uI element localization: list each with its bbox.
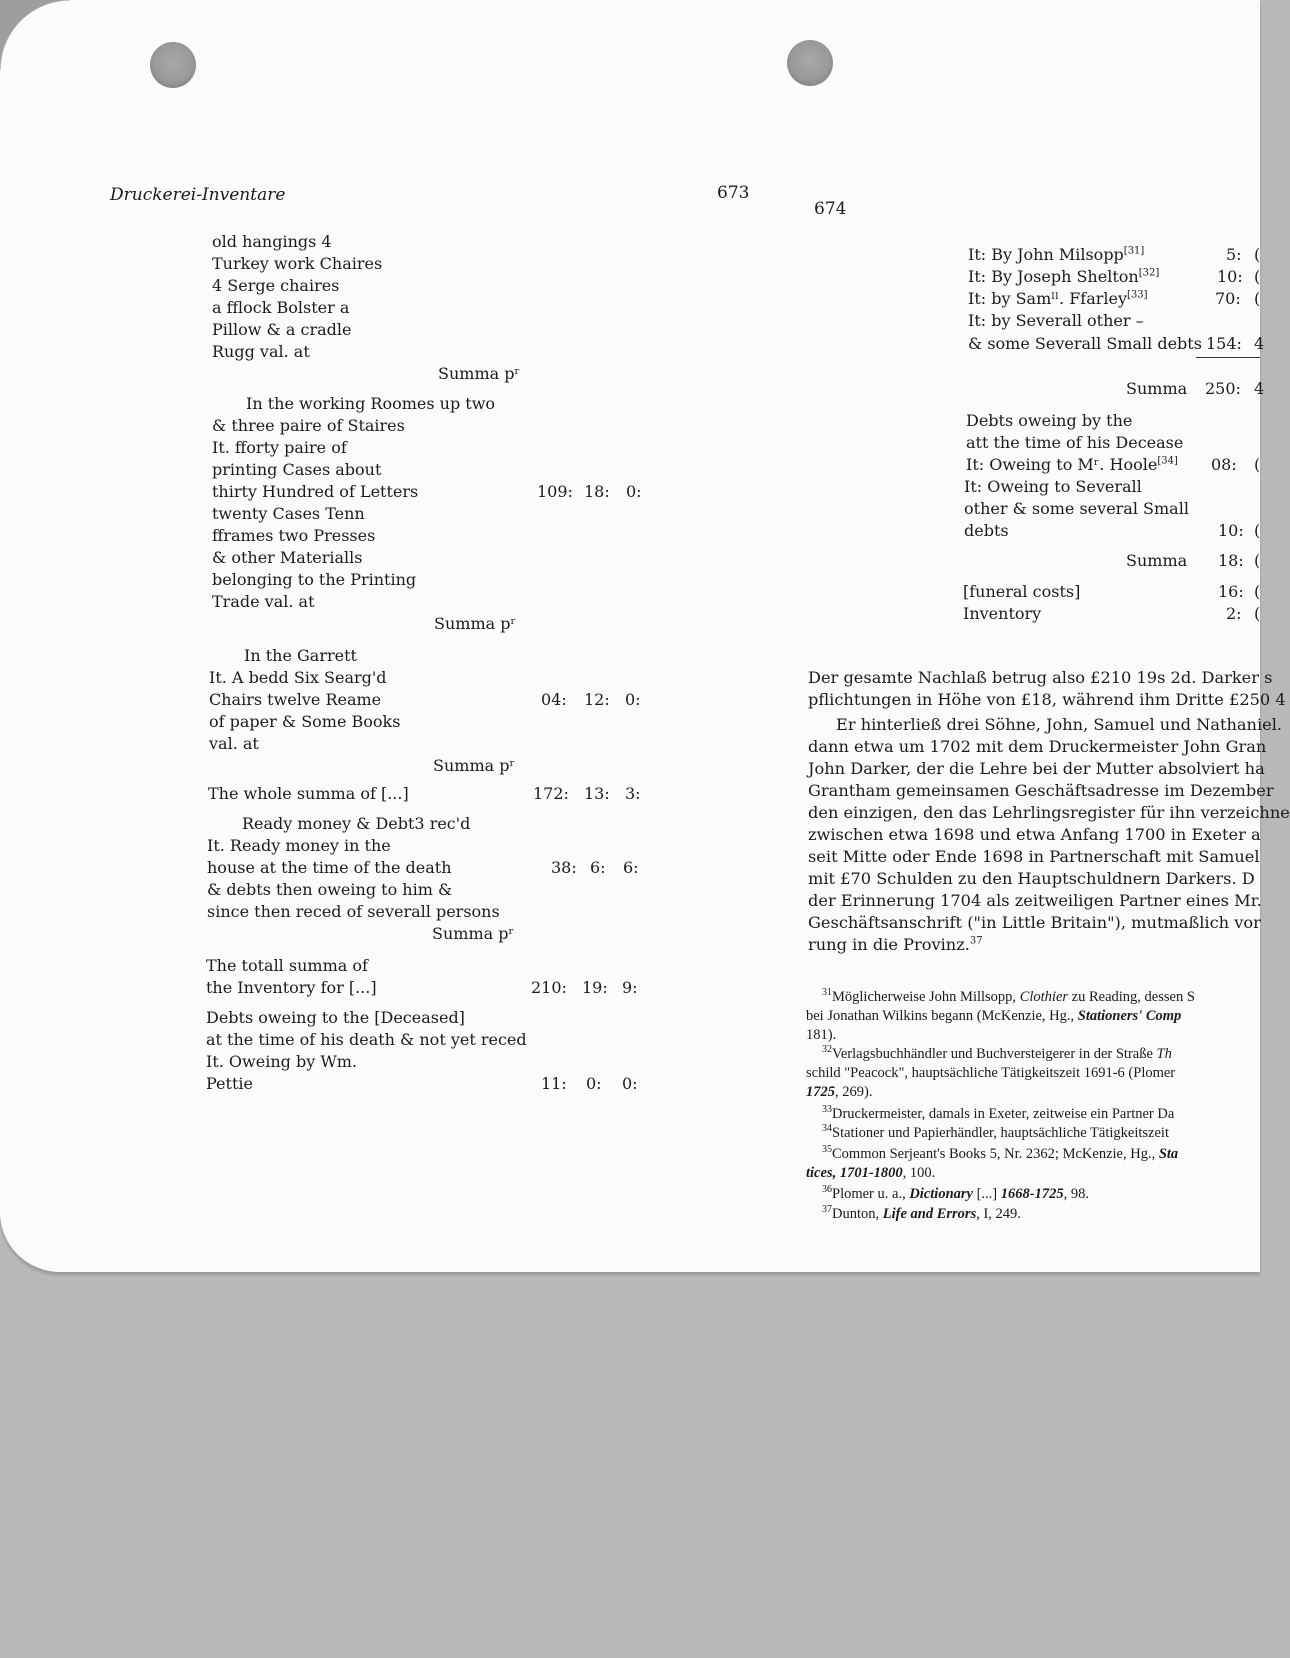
value-pence: 0: xyxy=(622,1074,638,1093)
body-line: rung in die Provinz. xyxy=(808,935,970,954)
row-text: It: Oweing to Mʳ. Hoole xyxy=(966,455,1158,474)
row-value: 16: xyxy=(1218,582,1244,601)
whole-summa-label: The whole summa of [...] xyxy=(208,784,409,803)
footnote-text: 181). xyxy=(806,1027,837,1043)
body-line: der Erinnerung 1704 als zeitweiligen Partner eines Mr. xyxy=(808,891,1262,910)
footnote-text: Möglicherweise John Millsopp, xyxy=(832,989,1020,1005)
row-tail: ( xyxy=(1254,521,1261,540)
inventory-line: & three paire of Staires xyxy=(212,416,405,435)
value-pounds: 210: xyxy=(531,978,567,997)
footnote-number: 32 xyxy=(822,1044,832,1056)
footnote-italic: Dictionary xyxy=(909,1186,973,1202)
inventory-label: Inventory xyxy=(963,604,1042,623)
value-pence: 6: xyxy=(623,858,639,877)
funeral-costs-label: [funeral costs] xyxy=(963,582,1081,601)
footnote-text: Dunton, xyxy=(832,1206,883,1222)
note-ref: [33] xyxy=(1127,289,1148,301)
value-shillings: 18: xyxy=(584,482,610,501)
footnote-text: Common Serjeant's Books 5, Nr. 2362; McKenzie, Hg., xyxy=(832,1146,1159,1162)
value-pounds: 04: xyxy=(541,690,567,709)
body-line: Geschäftsanschrift ("in Little Britain"), mutmaßlich vor xyxy=(808,913,1261,932)
footnote-number: 36 xyxy=(822,1184,832,1196)
row-text: It: By John Milsopp xyxy=(968,245,1124,264)
footnote-italic: Clothier xyxy=(1019,989,1069,1005)
inventory-line: It. Ready money in the xyxy=(207,836,391,855)
note-ref: 37 xyxy=(969,935,983,947)
value-pounds: 109: xyxy=(537,482,573,501)
value-pence: 9: xyxy=(622,978,638,997)
inventory-line: old hangings 4 xyxy=(212,232,332,251)
note-ref: [32] xyxy=(1138,267,1160,279)
sum-rule xyxy=(1196,357,1260,358)
page-number-right: 674 xyxy=(814,199,847,219)
debts-line: Debts oweing by the xyxy=(966,411,1133,430)
inventory-line: Debts oweing to the [Deceased] xyxy=(206,1008,465,1027)
inventory-line: Turkey work Chaires xyxy=(212,254,383,273)
summa-label: Summa pʳ xyxy=(432,924,515,943)
value-pence: 0: xyxy=(625,690,641,709)
footnote-italic: Stationers' Comp xyxy=(1077,1008,1182,1024)
inventory-line: a fflock Bolster a xyxy=(212,298,350,317)
footnote-text: , 269). xyxy=(835,1084,873,1100)
footnote-italic: Th xyxy=(1156,1046,1172,1062)
running-header: Druckerei-Inventare xyxy=(110,185,286,205)
footnote-text: , I, 249. xyxy=(976,1206,1021,1222)
footnote-number: 37 xyxy=(822,1204,832,1216)
punch-hole-right xyxy=(787,40,833,86)
total-label: The totall summa of xyxy=(206,956,368,975)
section-heading: In the Garrett xyxy=(244,646,357,665)
value-pounds: 38: xyxy=(551,858,577,877)
inventory-line: & other Materialls xyxy=(212,548,363,567)
value-shillings: 13: xyxy=(584,784,610,803)
row-text: & some Severall Small debts xyxy=(968,334,1202,353)
summa-label: Summa xyxy=(1126,379,1188,398)
footnote-italic: tices, 1701-1800 xyxy=(806,1165,903,1181)
inventory-line: Trade val. at xyxy=(212,592,315,611)
row-value: 154: xyxy=(1206,334,1242,353)
note-ref: [31] xyxy=(1123,245,1145,257)
value-shillings: 6: xyxy=(590,858,606,877)
footnote-italic: 1725 xyxy=(806,1084,835,1100)
row-value: 2: xyxy=(1226,604,1242,623)
summa-value: 18: xyxy=(1218,551,1244,570)
footnote-text: Verlagsbuchhändler und Buchversteigerer in der Straße xyxy=(832,1046,1157,1062)
row-value: 10: xyxy=(1217,267,1243,286)
row-tail: ( xyxy=(1254,245,1261,264)
row-tail: ( xyxy=(1254,582,1261,601)
body-line: zwischen etwa 1698 und etwa Anfang 1700 in Exeter a xyxy=(808,825,1261,844)
summa-label: Summa pʳ xyxy=(434,614,517,633)
summa-label: Summa xyxy=(1126,551,1188,570)
inventory-line: since then reced of severall persons xyxy=(207,902,500,921)
inventory-line: fframes two Presses xyxy=(212,526,376,545)
debts-line: other & some several Small xyxy=(964,499,1189,518)
inventory-line: thirty Hundred of Letters xyxy=(212,482,419,501)
footnote-number: 35 xyxy=(822,1144,832,1156)
footnote-text: , 98. xyxy=(1063,1186,1089,1202)
row-value: 10: xyxy=(1218,521,1244,540)
inventory-line: house at the time of the death xyxy=(207,858,452,877)
value-shillings: 0: xyxy=(586,1074,602,1093)
row-value: 08: xyxy=(1211,455,1237,474)
row-value: 70: xyxy=(1215,289,1241,308)
punch-hole-left xyxy=(150,42,196,88)
inventory-line: val. at xyxy=(209,734,259,753)
footnote-text: bei Jonathan Wilkins begann (McKenzie, Hg., xyxy=(806,1008,1078,1024)
footnote-text: Druckermeister, damals in Exeter, zeitweise ein Partner Da xyxy=(832,1106,1175,1122)
row-tail: ( xyxy=(1254,455,1261,474)
footnote-text: zu Reading, dessen S xyxy=(1068,989,1195,1005)
body-line: seit Mitte oder Ende 1698 in Partnerschaft mit Samuel xyxy=(808,847,1260,866)
footnote-text: [...] xyxy=(972,1186,1001,1202)
summa-tail: ( xyxy=(1254,551,1261,570)
inventory-line: Pettie xyxy=(206,1074,253,1093)
footnote-italic: 1668-1725 xyxy=(1000,1186,1064,1202)
body-line: mit £70 Schulden zu den Hauptschuldnern Darkers. D xyxy=(808,869,1255,888)
row-text: It: by Severall other – xyxy=(968,311,1144,330)
debts-line: att the time of his Decease xyxy=(966,433,1184,452)
footnote-number: 33 xyxy=(822,1104,832,1116)
footnote-text: , 100. xyxy=(902,1165,936,1181)
body-line: Grantham gemeinsamen Geschäftsadresse im Dezember xyxy=(808,781,1274,800)
footnote-italic: Sta xyxy=(1158,1146,1179,1162)
footnote-number: 34 xyxy=(822,1123,832,1135)
inventory-line: It. Oweing by Wm. xyxy=(206,1052,358,1071)
inventory-line: 4 Serge chaires xyxy=(212,276,340,295)
row-tail: ( xyxy=(1254,289,1261,308)
inventory-line: It. A bedd Six Searg'd xyxy=(209,668,387,687)
inventory-line: It. fforty paire of xyxy=(212,438,347,457)
footnote-number: 31 xyxy=(822,987,832,999)
inventory-line: Chairs twelve Reame xyxy=(209,690,382,709)
total-label: the Inventory for [...] xyxy=(206,978,377,997)
inventory-line: at the time of his death & not yet reced xyxy=(206,1030,527,1049)
value-pounds: 172: xyxy=(533,784,569,803)
footnote-text: Stationer und Papierhändler, hauptsächliche Tätigkeitszeit xyxy=(832,1125,1169,1141)
note-ref: [34] xyxy=(1157,455,1178,467)
row-text: It: by Samˡˡ. Ffarley xyxy=(968,289,1128,308)
inventory-line: of paper & Some Books xyxy=(209,712,401,731)
row-tail: ( xyxy=(1254,267,1261,286)
summa-label: Summa pʳ xyxy=(438,364,521,383)
body-line: dann etwa um 1702 mit dem Druckermeister John Gran xyxy=(808,737,1267,756)
body-line: Er hinterließ drei Söhne, John, Samuel und Nathaniel. xyxy=(836,715,1283,734)
body-line: den einzigen, den das Lehrlingsregister für ihn verzeichne xyxy=(808,803,1290,822)
row-tail: ( xyxy=(1254,604,1261,623)
row-value: 5: xyxy=(1226,245,1242,264)
body-line: pflichtungen in Höhe von £18, während ihm Dritte £250 4 xyxy=(808,690,1286,709)
row-text: It: By Joseph Shelton xyxy=(968,267,1139,286)
debts-line: It: Oweing to Severall xyxy=(964,477,1142,496)
inventory-line: belonging to the Printing xyxy=(212,570,417,589)
section-heading: Ready money & Debt3 rec'd xyxy=(242,814,471,833)
page-number-left: 673 xyxy=(717,183,750,203)
inventory-line: printing Cases about xyxy=(212,460,382,479)
body-line: John Darker, der die Lehre bei der Mutter absolviert ha xyxy=(808,759,1265,778)
inventory-line: twenty Cases Tenn xyxy=(212,504,365,523)
body-line: Der gesamte Nachlaß betrug also £210 19s 2d. Darker s xyxy=(808,668,1273,687)
footnote-text: schild "Peacock", hauptsächliche Tätigkeitszeit 1691-6 (Plomer xyxy=(806,1065,1176,1081)
value-pounds: 11: xyxy=(541,1074,567,1093)
row-tail: 4 xyxy=(1254,334,1265,353)
footnote-italic: Life and Errors xyxy=(882,1206,977,1222)
inventory-line: & debts then oweing to him & xyxy=(207,880,453,899)
value-pence: 3: xyxy=(625,784,641,803)
summa-label: Summa pʳ xyxy=(433,756,516,775)
summa-tail: 4 xyxy=(1254,379,1265,398)
summa-value: 250: xyxy=(1205,379,1241,398)
inventory-line: Rugg val. at xyxy=(212,342,310,361)
section-heading: In the working Roomes up two xyxy=(246,394,496,413)
footnote-text: Plomer u. a., xyxy=(832,1186,910,1202)
value-shillings: 19: xyxy=(582,978,608,997)
value-pence: 0: xyxy=(626,482,642,501)
value-shillings: 12: xyxy=(584,690,610,709)
debts-line: debts xyxy=(964,521,1009,540)
inventory-line: Pillow & a cradle xyxy=(212,320,352,339)
page-corner xyxy=(0,0,70,70)
